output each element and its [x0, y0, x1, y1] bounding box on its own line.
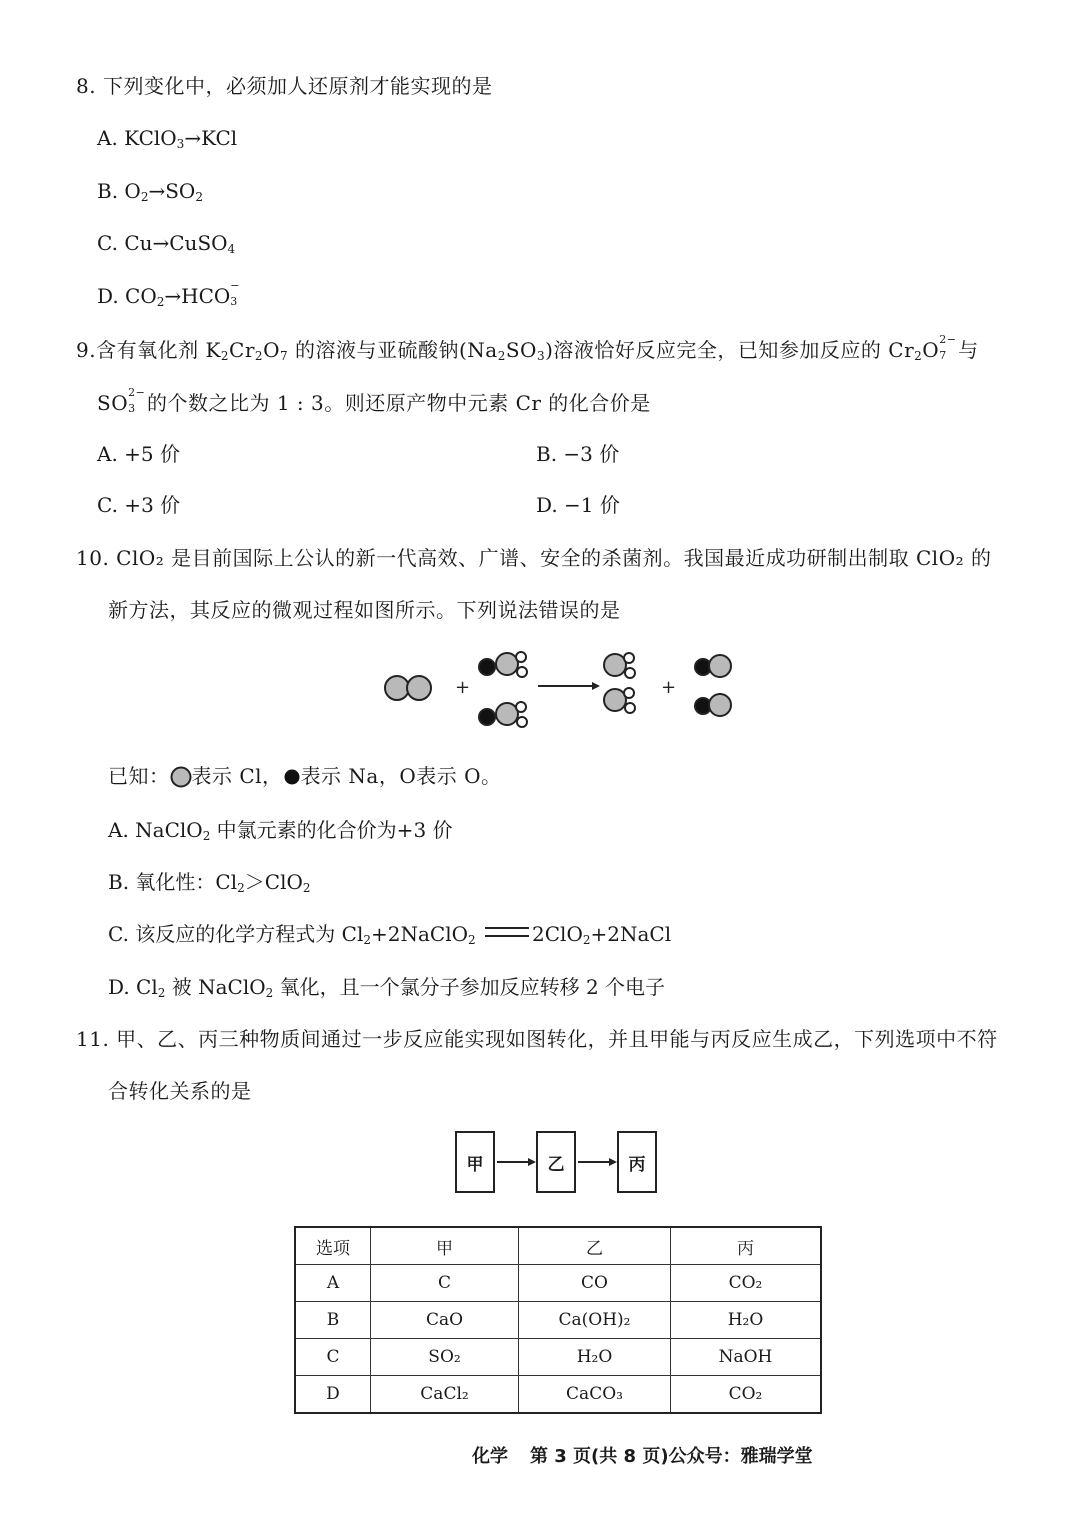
table-cell: B: [295, 1302, 371, 1339]
q10-option-c: C. 该反应的化学方程式为 $Cl_2+2NaClO_2$ 2ClO$_2$+2NaCl: [108, 922, 672, 947]
naclo2-molecule-1: [479, 652, 527, 677]
q9-option-b: B. −3 价: [536, 442, 620, 466]
table-row: [295, 1339, 821, 1376]
table-cell: Ca(OH)₂: [519, 1302, 671, 1339]
clo2-molecule-2: [604, 688, 635, 713]
footer-subject: 化学: [472, 1446, 508, 1467]
q9-option-d: D. −1 价: [536, 493, 620, 517]
q11-stem-line2: 合转化关系的是: [108, 1079, 252, 1103]
q10-stem-line1: 10. ClO₂ 是目前国际上公认的新一代高效、广谱、安全的杀菌剂。我国最近成功研制出制取 ClO₂ 的: [76, 546, 992, 570]
table-row: [295, 1376, 821, 1414]
q10-stem-line2: 新方法，其反应的微观过程如图所示。下列说法错误的是: [108, 598, 621, 622]
table-cell: SO₂: [371, 1339, 519, 1376]
table-cell: C: [295, 1339, 371, 1376]
table-header: 乙: [519, 1227, 671, 1265]
plus-sign-1: +: [455, 677, 471, 698]
options-table: [294, 1226, 822, 1414]
q9-option-c: C. +3 价: [97, 493, 181, 517]
naclo2-molecule-2: [479, 702, 527, 727]
footer-page: 第 3 页(共 8 页)公众号：雅瑞学堂: [530, 1446, 813, 1467]
table-cell: H₂O: [519, 1339, 671, 1376]
clo2-molecule-1: [604, 653, 635, 678]
q8-stem: 8. 下列变化中，必须加人还原剂才能实现的是: [76, 74, 493, 98]
q8-option-b: B. $O_2\to SO_2$: [97, 179, 203, 204]
q9-option-a: A. +5 价: [97, 442, 180, 466]
page-footer: [472, 1442, 813, 1468]
table-row: [295, 1302, 821, 1339]
plus-sign-2: +: [661, 677, 677, 698]
table-cell: CO₂: [671, 1376, 822, 1414]
q9-stem-line2: SO 2− 3 的个数之比为 1 : 3。则还原产物中元素 Cr 的化合价是: [97, 386, 651, 415]
cl2-molecule: [385, 676, 431, 700]
box-bing: 丙: [617, 1131, 657, 1193]
table-row: [295, 1265, 821, 1302]
q10-option-d: D. $Cl_2$ 被 NaClO$_2$ 氧化，且一个氯分子参加反应转移 2 个电子: [108, 975, 666, 1000]
q10-option-b: B. 氧化性：$Cl_2>ClO_2$: [108, 870, 311, 895]
cl-atom-icon: [170, 766, 192, 788]
q8-option-c: C. Cu→CuSO$_4$: [97, 231, 236, 256]
na-atom-icon: [283, 768, 301, 786]
box-jia: 甲: [455, 1131, 495, 1193]
table-header: 选项: [295, 1227, 371, 1265]
q10-legend: 已知： 表示 Cl， 表示 Na，O表示 O。: [108, 764, 502, 788]
q11-stem-line1: 11. 甲、乙、丙三种物质间通过一步反应能实现如图转化，并且甲能与丙反应生成乙，下列选项中不符: [76, 1027, 998, 1051]
q9-stem-line1: 9.含有氧化剂 $K_2Cr_2O_7$ 的溶液与亚硫酸钠$(Na_2SO_3)$溶液恰好反应完全，已知参加反应的 $Cr_2O$ 2− 7 与: [76, 333, 979, 363]
nacl-molecule-1: [695, 655, 731, 677]
equals-sign: [485, 927, 529, 937]
conversion-arrows: [495, 1155, 620, 1169]
box-yi: 乙: [536, 1131, 576, 1193]
q8-option-d: D. $CO_2\to HCO$ − 3: [97, 279, 240, 309]
table-cell: CaCl₂: [371, 1376, 519, 1414]
table-cell: CaCO₃: [519, 1376, 671, 1414]
table-header: 甲: [371, 1227, 519, 1265]
table-header-row: [295, 1227, 821, 1265]
table-cell: H₂O: [671, 1302, 822, 1339]
table-header: 丙: [671, 1227, 822, 1265]
table-cell: CO₂: [671, 1265, 822, 1302]
table-cell: A: [295, 1265, 371, 1302]
reaction-arrow: [538, 682, 600, 690]
q10-option-a: A. NaClO$_2$ 中氯元素的化合价为+3 价: [108, 818, 453, 843]
table-cell: D: [295, 1376, 371, 1414]
table-cell: C: [371, 1265, 519, 1302]
nacl-molecule-2: [695, 694, 731, 716]
reaction-diagram: [370, 640, 770, 740]
table-cell: NaOH: [671, 1339, 822, 1376]
table-cell: CaO: [371, 1302, 519, 1339]
table-cell: CO: [519, 1265, 671, 1302]
q8-option-a: A. KClO$_3$→KCl: [97, 126, 238, 151]
